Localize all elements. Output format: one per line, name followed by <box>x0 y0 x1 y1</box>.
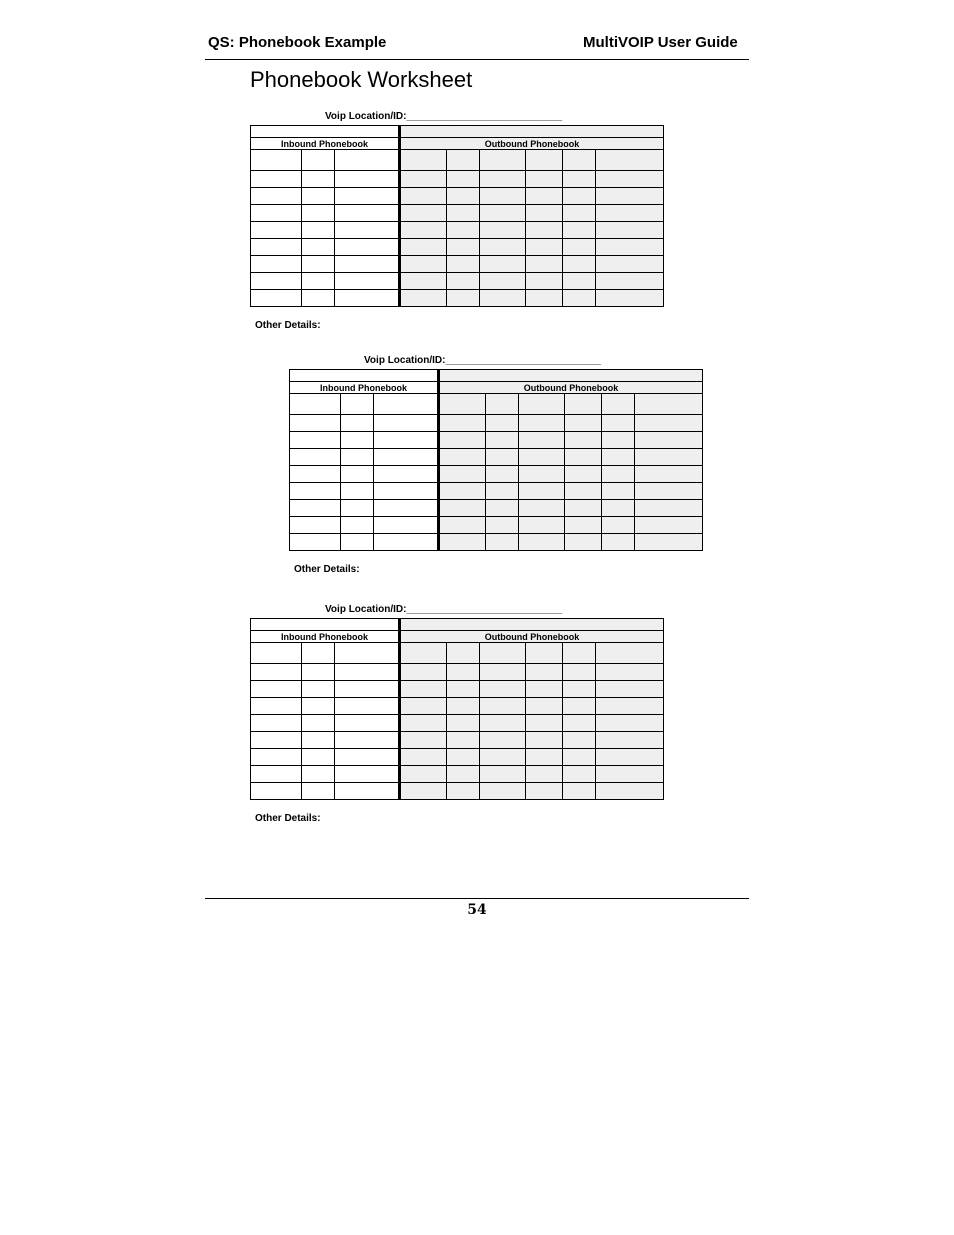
phonebook-table <box>289 369 703 551</box>
phonebook-table <box>250 618 664 800</box>
other-details-label: Other Details: <box>255 813 321 824</box>
outbound-phonebook-heading: Outbound Phonebook <box>400 631 664 643</box>
phonebook-table <box>250 125 664 307</box>
header-rule <box>205 59 749 60</box>
inbound-phonebook-heading: Inbound Phonebook <box>290 382 439 394</box>
voip-location-label: Voip Location/ID:____________________________ <box>325 604 563 615</box>
voip-location-label: Voip Location/ID:____________________________ <box>364 355 602 366</box>
other-details-label: Other Details: <box>255 320 321 331</box>
inbound-phonebook-heading: Inbound Phonebook <box>251 138 400 150</box>
inbound-phonebook-heading: Inbound Phonebook <box>251 631 400 643</box>
header-guide-title: MultiVOIP User Guide <box>583 34 738 51</box>
outbound-phonebook-heading: Outbound Phonebook <box>400 138 664 150</box>
footer-rule <box>205 898 749 899</box>
outbound-phonebook-heading: Outbound Phonebook <box>439 382 703 394</box>
page-title: Phonebook Worksheet <box>250 67 473 92</box>
page-number: 54 <box>467 902 487 918</box>
voip-location-label: Voip Location/ID:____________________________ <box>325 111 563 122</box>
header-section-title: QS: Phonebook Example <box>208 34 387 51</box>
other-details-label: Other Details: <box>294 564 360 575</box>
